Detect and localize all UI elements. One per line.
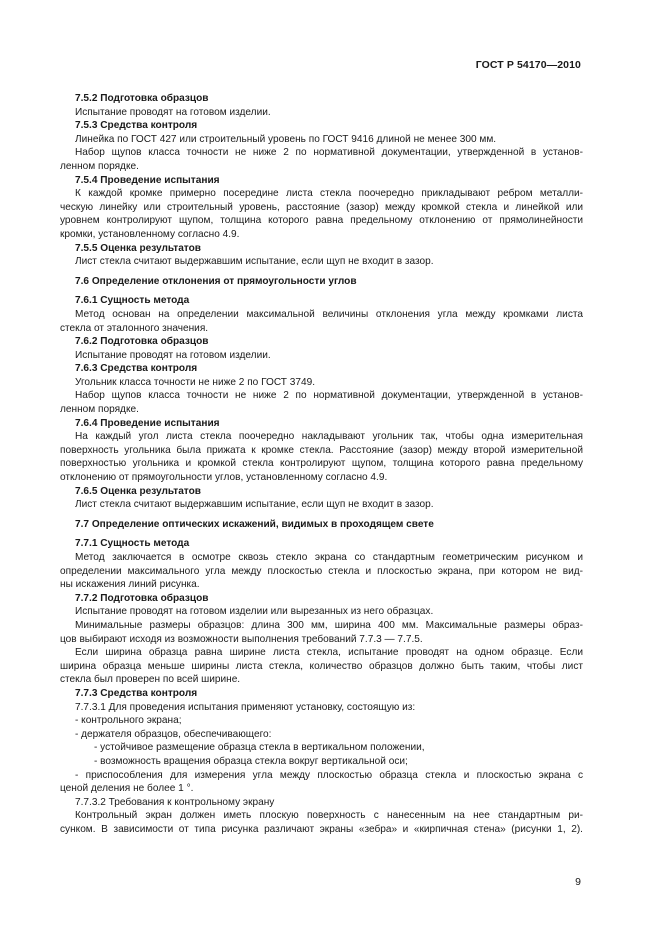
text-line: Контрольный экран должен иметь плоскую поверхность с нанесенным на нее стандартным ри-	[75, 810, 583, 822]
text-line: кромки, установленному согласно 4.9.	[60, 228, 240, 240]
document-body	[60, 92, 583, 836]
text-line: уровнем контролируют щупом, толщина которого равна предельному отклонению от прямолинейности	[60, 215, 583, 227]
section-heading: 7.5.4 Проведение испытания	[75, 174, 220, 186]
section-heading: 7.6.1 Сущность метода	[75, 295, 190, 307]
text-line: Лист стекла считают выдержавшим испытание, если щуп не входит в зазор.	[75, 499, 434, 511]
text-line: Метод основан на определении максимальной величины отклонения угла между кромками листа	[75, 308, 583, 320]
text-line: ческую линейку или строительный уровень, расстояние (зазор) между кромкой стекла и линейкой или	[60, 201, 583, 213]
text-line: - держателя образцов, обеспечивающего:	[75, 728, 272, 740]
text-line: К каждой кромке примерно посередине листа стекла поочередно прикладывают ребром металли-	[75, 188, 583, 200]
section-heading: 7.7.2 Подготовка образцов	[75, 592, 209, 604]
text-line: сунком. В зависимости от типа рисунка различают экраны «зебра» и «кирпичная стена» (рисунки 1, 2).	[60, 823, 583, 835]
text-line: Набор щупов класса точности не ниже 2 по нормативной документации, утвержденной в установ-	[75, 147, 583, 159]
section-heading: 7.6.4 Проведение испытания	[75, 417, 220, 429]
text-line: поверхностью угольника и кромкой стекла контролируют щупом, толщина которого равна предельному	[60, 458, 583, 470]
text-line: отклонению от прямоугольности углов, установленному согласно 4.9.	[60, 472, 388, 484]
section-heading: 7.6.2 Подготовка образцов	[75, 336, 209, 348]
text-line: - возможность вращения образца стекла вокруг вертикальной оси;	[94, 755, 408, 767]
text-line: цов выбирают исходя из возможности выполнения требований 7.7.3 — 7.7.5.	[60, 633, 423, 645]
text-line: На каждый угол листа стекла поочередно накладывают угольник так, чтобы одна измерительная	[75, 431, 583, 443]
text-line: ленном порядке.	[60, 160, 139, 172]
section-heading: 7.5.2 Подготовка образцов	[75, 93, 209, 104]
text-line: ширина образца меньше ширины листа стекла, количество образцов должно быть таким, чтобы лист	[60, 660, 583, 672]
section-heading: 7.7.3 Средства контроля	[75, 687, 198, 699]
text-line: Набор щупов класса точности не ниже 2 по нормативной документации, утвержденной в установ-	[75, 390, 583, 402]
standard-code: ГОСТ Р 54170—2010	[475, 59, 581, 71]
section-heading: 7.7.1 Сущность метода	[75, 538, 190, 550]
text-line: Минимальные размеры образцов: длина 300 мм, ширина 400 мм. Максимальные размеры образ-	[75, 619, 583, 631]
text-line: 7.7.3.1 Для проведения испытания применяют установку, состоящую из:	[75, 701, 416, 713]
text-line: Линейка по ГОСТ 427 или строительный уровень по ГОСТ 9416 длиной не менее 300 мм.	[75, 133, 497, 145]
text-line: Испытание проводят на готовом изделии.	[75, 106, 271, 118]
text-line: Испытание проводят на готовом изделии.	[75, 349, 271, 361]
text-line: - контрольного экрана;	[75, 715, 182, 727]
text-line: ленном порядке.	[60, 404, 139, 416]
text-line: ны искажения линий рисунка.	[60, 579, 200, 591]
section-heading: 7.6 Определение отклонения от прямоугольности углов	[75, 275, 357, 287]
section-heading: 7.7 Определение оптических искажений, видимых в проходящем свете	[75, 518, 434, 530]
text-line: Если ширина образца равна ширине листа стекла, испытание проводят на одном образце. Если	[75, 647, 583, 659]
text-line: Метод заключается в осмотре сквозь стекло экрана со стандартным геометрическим рисунком и	[75, 552, 583, 563]
section-heading: 7.5.3 Средства контроля	[75, 120, 198, 132]
text-line: - приспособления для измерения угла между плоскостью образца стекла и плоскостью экрана с	[75, 769, 583, 781]
text-line: стекла от эталонного значения.	[60, 322, 209, 334]
text-line: Лист стекла считают выдержавшим испытание, если щуп не входит в зазор.	[75, 256, 434, 268]
text-line: - устойчивое размещение образца стекла в вертикальном положении,	[94, 742, 425, 754]
text-line: 7.7.3.2 Требования к контрольному экрану	[75, 796, 275, 808]
section-heading: 7.5.5 Оценка результатов	[75, 242, 201, 254]
text-line: Испытание проводят на готовом изделии или вырезанных из него образцах.	[75, 606, 434, 618]
text-line: стекла был проверен по всей ширине.	[60, 674, 241, 686]
section-heading: 7.6.3 Средства контроля	[75, 363, 198, 375]
text-line: Угольник класса точности не ниже 2 по ГОСТ 3749.	[75, 376, 316, 388]
text-line: поверхность угольника была прижата к кромке стекла. Расстояние (зазор) между второй измерительной	[60, 444, 583, 456]
page-number: 9	[575, 876, 581, 888]
section-heading: 7.6.5 Оценка результатов	[75, 485, 201, 497]
text-line: ценой деления не более 1 °.	[60, 783, 194, 795]
text-line: определении максимального угла между плоскостью стекла и плоскостью экрана, при котором не вид-	[60, 565, 583, 577]
